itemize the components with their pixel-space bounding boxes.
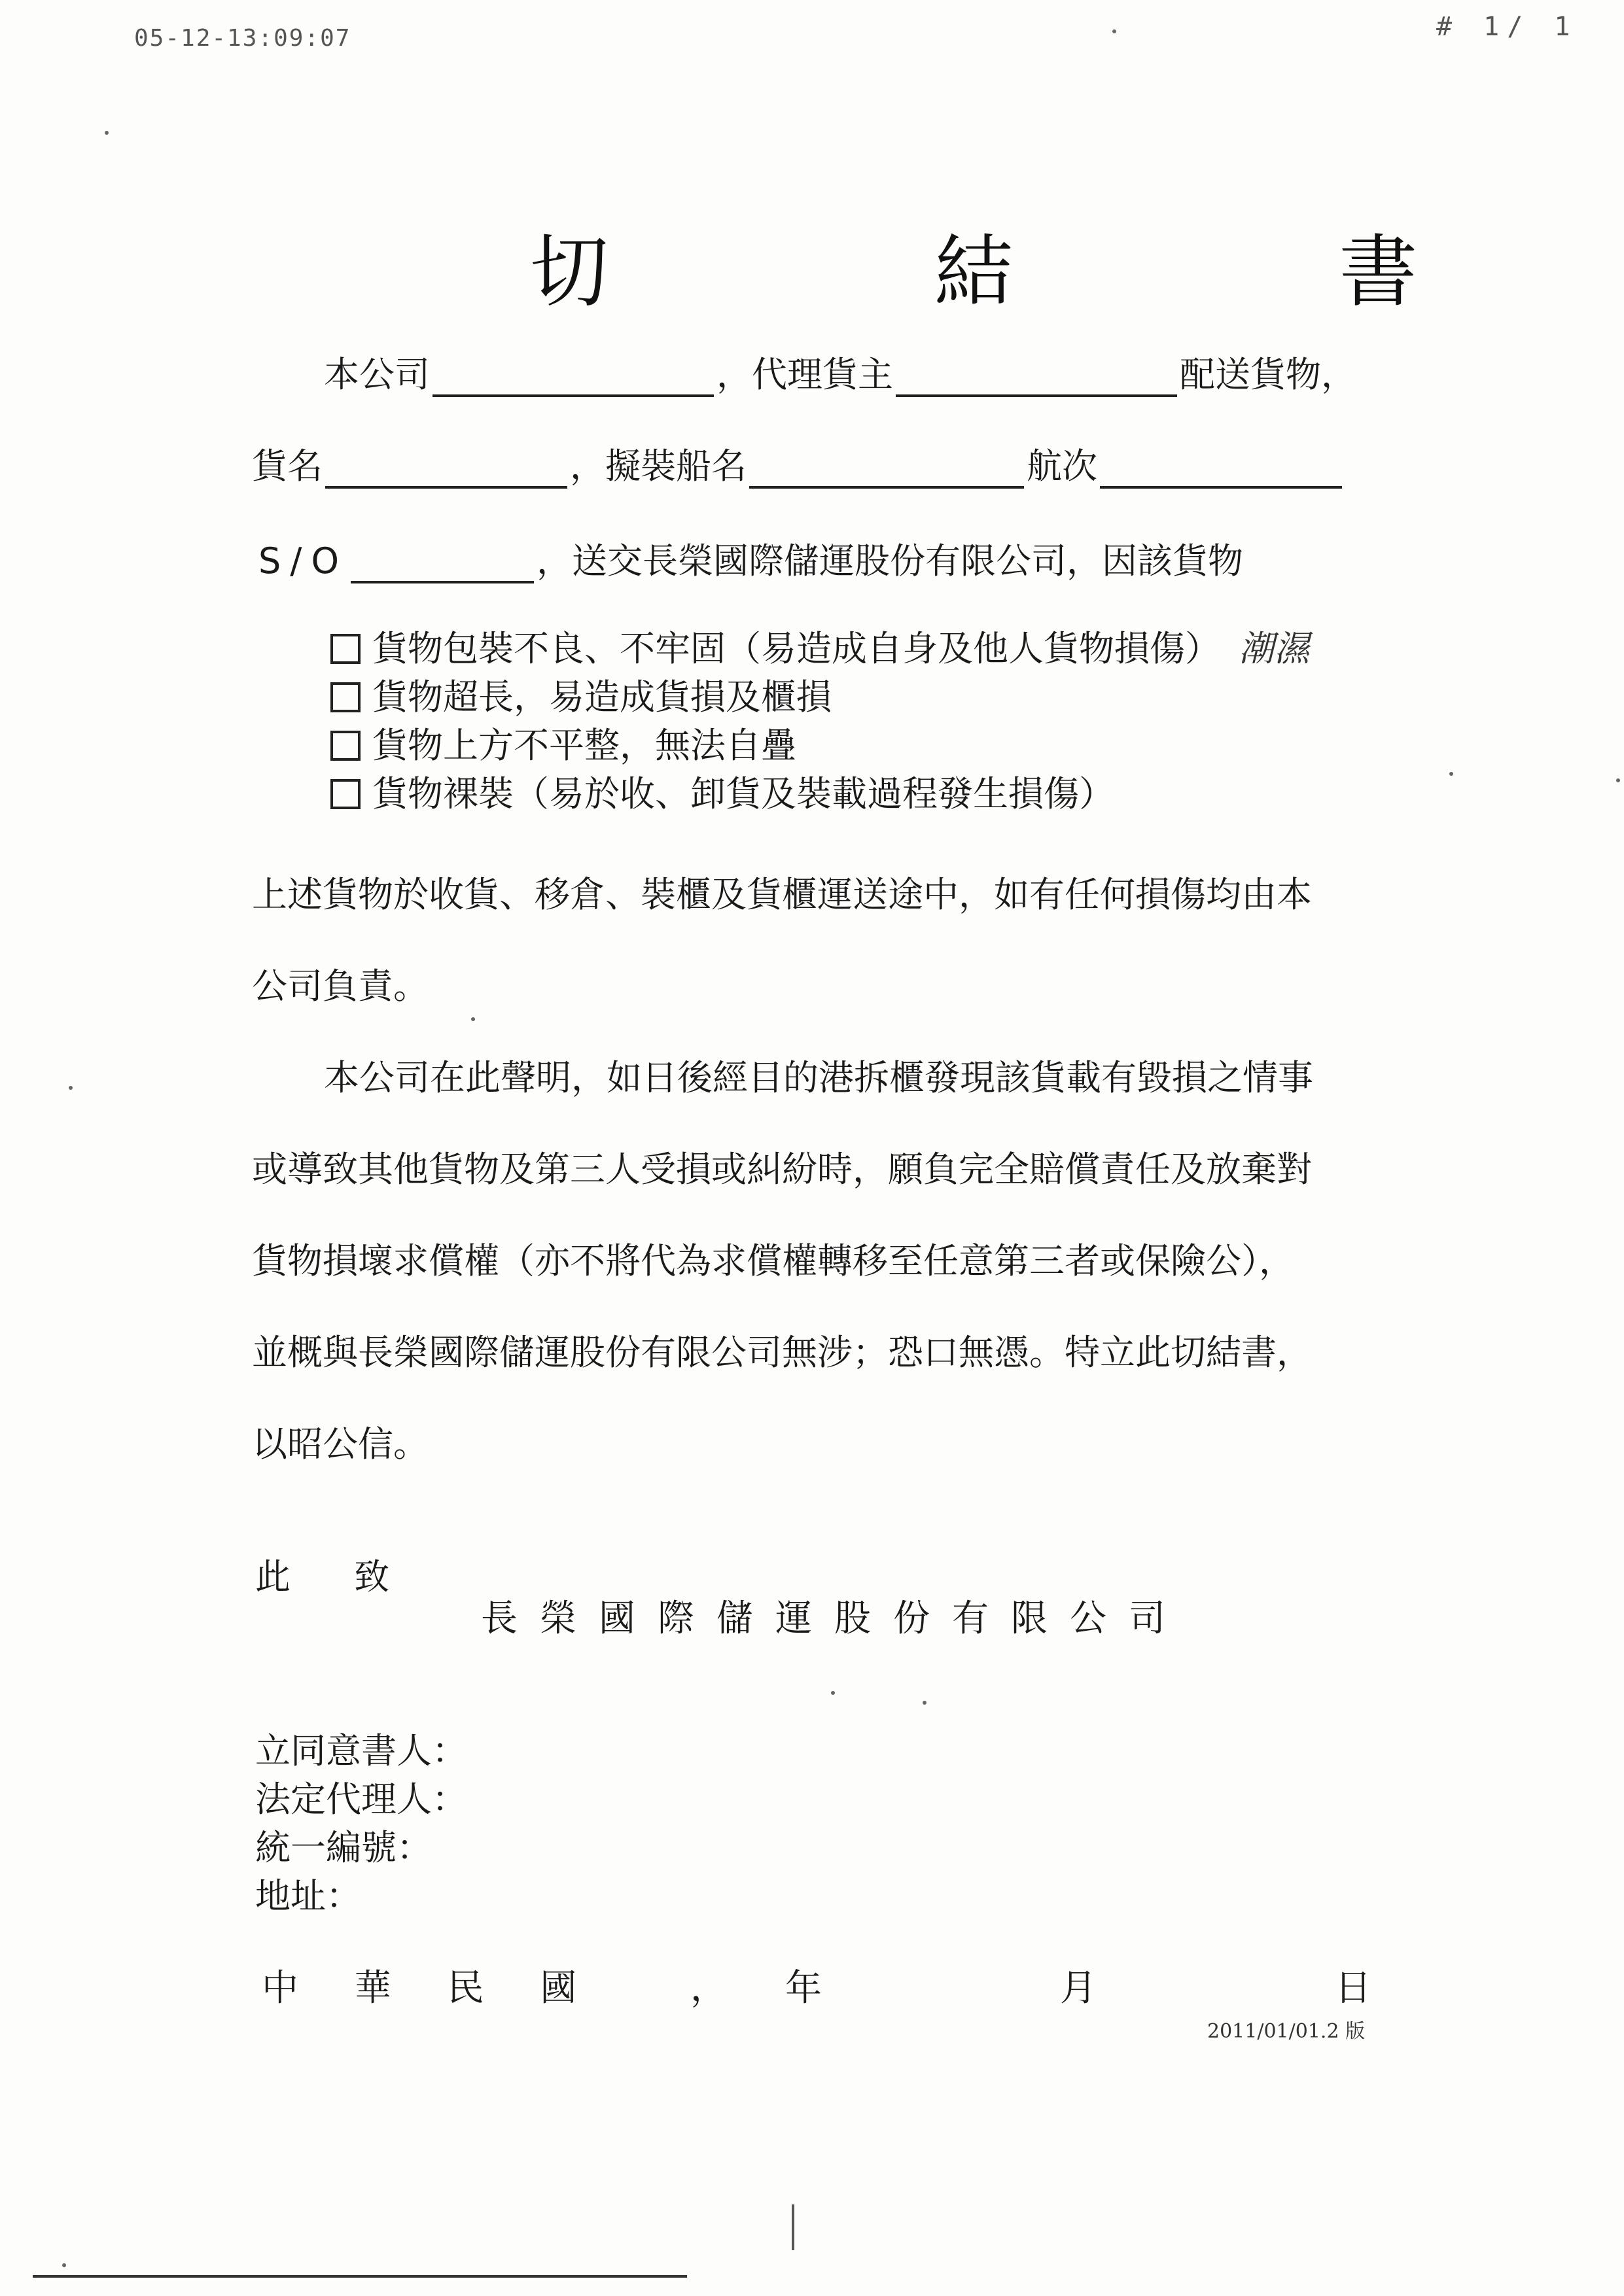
- label-vessel-name: ，擬裝船名: [570, 445, 747, 487]
- fax-bottom-rule: [33, 2275, 687, 2278]
- date-comma: ，: [690, 1967, 727, 2009]
- paragraph-2-line-5: 以昭公信。: [252, 1423, 429, 1465]
- version-label: 2011/01/01.2 版: [1207, 2020, 1366, 2043]
- checkbox-label: 貨物包裝不良、不牢固（易造成自身及他人貨物損傷）: [372, 628, 1220, 669]
- scan-speck: [62, 2263, 66, 2267]
- label-unified-number: 統一編號：: [255, 1827, 432, 1868]
- checklist-item: [330, 722, 1309, 770]
- paragraph-1-line-2: 公司負責。: [252, 965, 429, 1007]
- label-address: 地址：: [255, 1875, 361, 1917]
- label-agent-shipper: ，代理貨主: [716, 354, 893, 395]
- scan-speck: [923, 1701, 927, 1705]
- scan-speck: [1449, 772, 1453, 776]
- company-name-field[interactable]: [432, 357, 714, 397]
- scan-speck: [471, 1017, 475, 1021]
- label-our-company: 本公司: [324, 354, 430, 395]
- form-line-2: [252, 438, 1345, 489]
- checklist-item: [330, 673, 1309, 722]
- scan-speck: [831, 1691, 835, 1695]
- condition-checklist: [330, 625, 1309, 818]
- checkbox-over-length[interactable]: [330, 682, 361, 712]
- paragraph-2-line-3: 貨物損壞求償權（亦不將代為求償權轉移至任意第三者或保險公），: [252, 1240, 1294, 1281]
- fax-page-counter: # 1/ 1: [1436, 12, 1578, 42]
- salutation: 此 致: [255, 1556, 416, 1597]
- checkbox-label: 貨物裸裝（易於收、卸貨及裝載過程發生損傷）: [372, 773, 1114, 814]
- label-voyage: 航次: [1027, 445, 1097, 487]
- so-number-field[interactable]: [351, 543, 534, 583]
- vessel-name-field[interactable]: [749, 448, 1024, 489]
- label-consent-signer: 立同意書人：: [255, 1730, 467, 1771]
- scan-mark: [792, 2204, 794, 2250]
- date-month: 月: [1060, 1967, 1097, 2009]
- checkbox-uneven-top[interactable]: [330, 731, 361, 761]
- checkbox-label: 貨物超長，易造成貨損及櫃損: [372, 676, 832, 718]
- checklist-item: [330, 625, 1309, 673]
- date-year: 年: [785, 1967, 822, 2009]
- checkbox-unpacked[interactable]: [330, 779, 361, 809]
- label-legal-agent: 法定代理人：: [255, 1779, 467, 1820]
- checkbox-label: 貨物上方不平整，無法自疊: [372, 725, 796, 766]
- paragraph-2-line-2: 或導致其他貨物及第三人受損或糾紛時，願負完全賠償責任及放棄對: [252, 1149, 1312, 1190]
- label-deliver-goods: 配送貨物，: [1180, 354, 1356, 395]
- fax-timestamp: 05-12-13:09:07: [134, 25, 351, 52]
- paragraph-1-line-1: 上述貨物於收貨、移倉、裝櫃及貨櫃運送途中，如有任何損傷均由本: [252, 874, 1312, 915]
- signatory-block: [255, 1727, 467, 1921]
- form-line-3: [258, 533, 1243, 583]
- scan-speck: [69, 1086, 73, 1090]
- voyage-field[interactable]: [1100, 448, 1342, 489]
- goods-name-field[interactable]: [325, 448, 567, 489]
- document-title: 切 結 書: [530, 227, 1568, 318]
- date-day: 日: [1335, 1967, 1371, 2009]
- checkbox-poor-packaging[interactable]: [330, 634, 361, 664]
- label-deliver-to: ，送交長榮國際儲運股份有限公司，因該貨物: [536, 540, 1243, 582]
- form-line-1: [324, 347, 1356, 397]
- paragraph-2-line-1: 本公司在此聲明，如日後經目的港拆櫃發現該貨載有毀損之情事: [324, 1057, 1313, 1098]
- scan-speck: [105, 131, 109, 135]
- label-so: S/O: [258, 540, 348, 582]
- date-era: 中 華 民 國: [262, 1967, 599, 2009]
- scan-speck: [1616, 778, 1620, 782]
- recipient-company: 長榮國際儲運股份有限公司: [481, 1597, 1188, 1640]
- label-goods-name: 貨名: [252, 445, 323, 487]
- shipper-name-field[interactable]: [896, 357, 1177, 397]
- checklist-item: [330, 770, 1309, 818]
- scan-speck: [1112, 29, 1116, 33]
- handwritten-note: 潮濕: [1239, 628, 1309, 669]
- paragraph-2-line-4: 並概與長榮國際儲運股份有限公司無涉；恐口無憑。特立此切結書，: [252, 1332, 1312, 1373]
